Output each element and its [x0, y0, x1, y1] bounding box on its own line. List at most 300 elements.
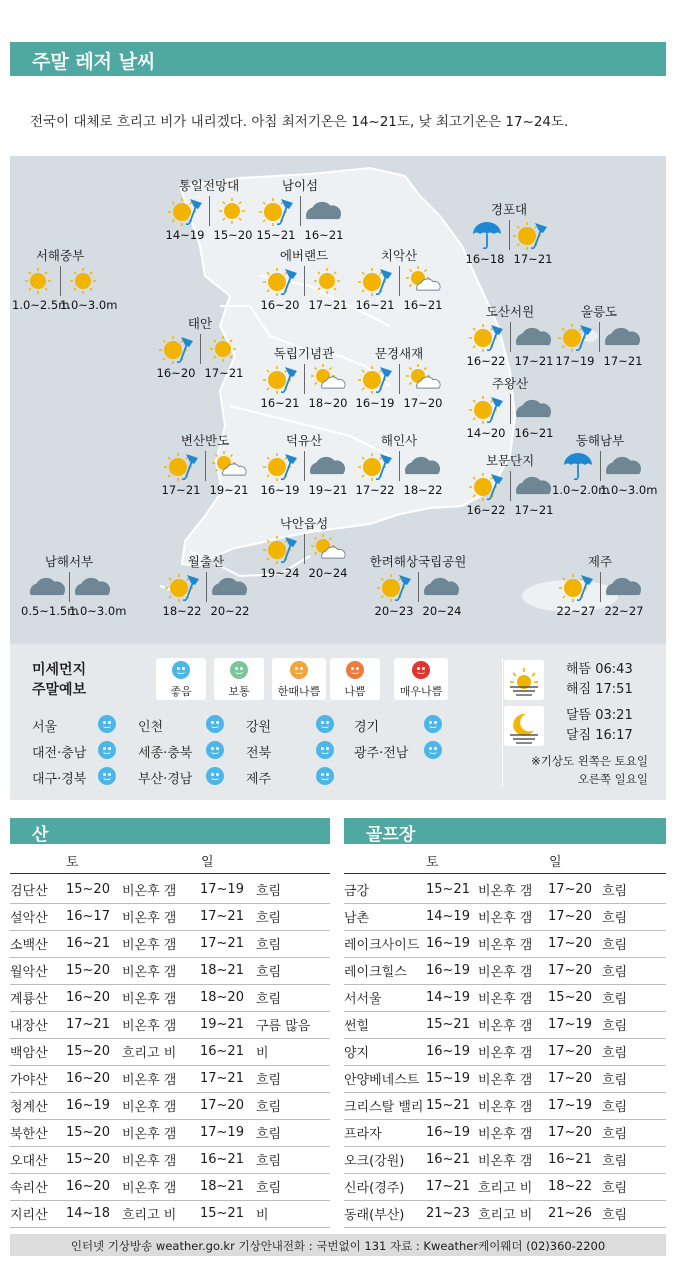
golf-section-title: 골프장	[344, 818, 666, 844]
saturday-temp: 17~21	[426, 1173, 478, 1200]
sunday-temp: 17~20	[548, 930, 602, 957]
location-name: 변산반도	[180, 433, 230, 448]
saturday-weather: 비온후 갬	[478, 903, 548, 930]
sunday-temp: 15~20	[548, 984, 602, 1011]
map-location	[155, 431, 255, 497]
sunday-weather: 흐림	[602, 1011, 666, 1038]
saturday-weather: 비온후 갬	[478, 1146, 548, 1173]
location-name: 문경새재	[374, 346, 424, 361]
sunday-value: 20~22	[210, 604, 250, 618]
saturday-value: 22~27	[556, 604, 596, 618]
table-row	[10, 984, 330, 1011]
sunday-temp: 16~21	[548, 1146, 602, 1173]
moon-horizon-icon	[504, 706, 544, 746]
saturday-weather: 비온후 갬	[122, 1173, 200, 1200]
saturday-weather: 비온후 갬	[478, 957, 548, 984]
moonset-time: 달짐 16:17	[566, 728, 633, 743]
location-name: 태안	[187, 316, 213, 331]
sunday-weather: 비	[256, 1038, 330, 1065]
table-row	[344, 957, 666, 984]
place-name: 안양베네스트	[344, 1065, 426, 1092]
map-location	[460, 451, 560, 517]
location-name: 도산서원	[485, 304, 535, 319]
cloud-icon	[604, 571, 642, 603]
weather-map	[10, 156, 666, 644]
dust-level-face-icon	[206, 715, 224, 737]
table-row	[344, 984, 666, 1011]
divider	[510, 471, 511, 501]
sun-cloud-icon	[308, 533, 346, 565]
sun-rain-icon	[469, 470, 507, 502]
sunday-value: 18~20	[308, 396, 348, 410]
sunday-weather: 흐림	[602, 903, 666, 930]
map-location	[254, 246, 354, 312]
place-name: 청계산	[10, 1092, 66, 1119]
divider	[60, 266, 61, 296]
divider	[69, 572, 70, 602]
table-row	[344, 903, 666, 930]
sun-rain-icon	[358, 450, 396, 482]
sunday-weather: 흐림	[256, 1173, 330, 1200]
sunday-temp: 17~21	[200, 903, 256, 930]
sunday-weather: 흐림	[602, 1173, 666, 1200]
saturday-value: 16~18	[465, 252, 505, 266]
dust-region-name: 제주	[246, 772, 272, 787]
saturday-weather: 비온후 갬	[478, 1011, 548, 1038]
sunday-weather: 흐림	[602, 930, 666, 957]
map-location	[254, 344, 354, 410]
dust-legend-label: 나쁨	[344, 685, 366, 698]
sunday-weather: 흐림	[256, 984, 330, 1011]
place-name: 양지	[344, 1038, 426, 1065]
dust-region-name: 서울	[32, 720, 58, 735]
sun-cloud-icon	[209, 450, 247, 482]
divider	[509, 220, 510, 250]
dust-region-name: 부산·경남	[138, 772, 193, 787]
sunday-weather: 흐림	[256, 876, 330, 903]
sunday-value: 17~21	[204, 366, 244, 380]
sunday-weather: 흐림	[256, 903, 330, 930]
sunday-temp: 17~21	[200, 1065, 256, 1092]
saturday-weather: 흐리고 비	[122, 1200, 200, 1227]
table-row	[10, 1011, 330, 1038]
map-location	[460, 302, 560, 368]
sunrise-time: 해뜸 06:43	[566, 662, 633, 677]
place-name: 검단산	[10, 876, 66, 903]
sunday-value: 22~27	[604, 604, 644, 618]
sunday-weather: 흐림	[256, 957, 330, 984]
sunday-weather: 흐림	[602, 984, 666, 1011]
saturday-weather: 흐리고 비	[478, 1173, 548, 1200]
table-row	[10, 1092, 330, 1119]
divider	[399, 266, 400, 296]
divider	[304, 534, 305, 564]
saturday-value: 16~20	[156, 366, 196, 380]
sunday-temp: 17~20	[548, 903, 602, 930]
saturday-weather: 비온후 갬	[122, 984, 200, 1011]
dust-region-name: 강원	[246, 720, 272, 735]
saturday-temp: 16~19	[426, 930, 478, 957]
saturday-weather: 비온후 갬	[122, 1065, 200, 1092]
cloud-icon	[604, 450, 642, 482]
map-note-line1: ※기상도 왼쪽은 토요일	[531, 754, 648, 768]
location-name: 주왕산	[491, 376, 529, 391]
table-row	[10, 1065, 330, 1092]
location-name: 남해서부	[44, 554, 94, 569]
sunday-temp: 17~20	[548, 1119, 602, 1146]
dust-legend-label: 매우나쁨	[399, 685, 443, 698]
dust-region-name: 대전·충남	[32, 746, 87, 761]
dust-region-name: 경기	[354, 720, 380, 735]
umbrella-icon	[468, 219, 506, 251]
location-name: 통일전망대	[178, 178, 240, 193]
sunday-temp: 17~19	[548, 1092, 602, 1119]
map-location	[159, 176, 259, 242]
sun-rain-icon	[259, 195, 297, 227]
place-name: 신라(경주)	[344, 1173, 426, 1200]
sunday-temp: 17~20	[548, 876, 602, 903]
dust-title-line1: 미세먼지	[32, 662, 87, 678]
divider	[205, 451, 206, 481]
sunday-value: 20~24	[422, 604, 462, 618]
saturday-value: 16~21	[260, 396, 300, 410]
table-row	[344, 1119, 666, 1146]
table-row	[344, 1011, 666, 1038]
sunday-temp: 17~20	[200, 1092, 256, 1119]
saturday-temp: 16~21	[66, 930, 122, 957]
dust-level-face-icon	[98, 715, 116, 737]
location-name: 월출산	[187, 554, 225, 569]
map-location	[349, 344, 449, 410]
place-name: 가야산	[10, 1065, 66, 1092]
saturday-weather: 비온후 갬	[122, 957, 200, 984]
sun-rain-icon	[358, 265, 396, 297]
golf-forecast-table	[344, 876, 666, 1228]
dust-legend-item	[330, 658, 380, 700]
cloud-icon	[403, 450, 441, 482]
sunday-value: 18~22	[403, 483, 443, 497]
divider	[304, 266, 305, 296]
divider	[399, 364, 400, 394]
dust-legend-item	[272, 658, 326, 700]
saturday-temp: 14~19	[426, 903, 478, 930]
place-name: 오크(강원)	[344, 1146, 426, 1173]
location-name: 독립기념관	[273, 346, 335, 361]
table-row	[344, 1146, 666, 1173]
sunday-weather: 흐림	[602, 1200, 666, 1227]
saturday-weather: 비온후 갬	[122, 1092, 200, 1119]
golf-header-rule	[344, 873, 666, 874]
place-name: 썬힐	[344, 1011, 426, 1038]
map-note-line2: 오른쪽 일요일	[577, 772, 648, 786]
table-row	[344, 1038, 666, 1065]
sun-rain-icon	[263, 363, 301, 395]
place-name: 내장산	[10, 1011, 66, 1038]
map-location	[349, 246, 449, 312]
cloud-icon	[210, 571, 248, 603]
sunday-weather: 흐림	[256, 1119, 330, 1146]
saturday-value: 14~19	[165, 228, 205, 242]
sun-rain-icon	[469, 393, 507, 425]
saturday-weather: 비온후 갬	[478, 876, 548, 903]
saturday-temp: 17~21	[66, 1011, 122, 1038]
saturday-value: 20~23	[374, 604, 414, 618]
cloud-icon	[308, 450, 346, 482]
saturday-temp: 15~20	[66, 1038, 122, 1065]
saturday-weather: 비온후 갬	[478, 1119, 548, 1146]
table-row	[10, 1119, 330, 1146]
map-location	[254, 431, 354, 497]
saturday-value: 16~19	[260, 483, 300, 497]
place-name: 금강	[344, 876, 426, 903]
table-row	[10, 1200, 330, 1227]
place-name: 백암산	[10, 1038, 66, 1065]
sunday-temp: 16~21	[200, 1038, 256, 1065]
sunday-value: 16~21	[403, 298, 443, 312]
sunday-value: 17~21	[308, 298, 348, 312]
sunday-temp: 17~20	[548, 1065, 602, 1092]
map-location	[254, 514, 354, 580]
saturday-temp: 16~19	[426, 1119, 478, 1146]
place-name: 지리산	[10, 1200, 66, 1227]
sun-cloud-icon	[403, 265, 441, 297]
divider	[418, 572, 419, 602]
table-row	[344, 1173, 666, 1200]
map-location	[156, 552, 256, 618]
saturday-weather: 비온후 갬	[122, 1119, 200, 1146]
sunday-weather: 흐림	[602, 957, 666, 984]
table-row	[344, 1065, 666, 1092]
sun-rain-icon	[168, 195, 206, 227]
sunday-temp: 17~21	[200, 930, 256, 957]
saturday-temp: 16~19	[66, 1092, 122, 1119]
location-name: 낙안읍성	[279, 516, 329, 531]
place-name: 월악산	[10, 957, 66, 984]
divider	[209, 196, 210, 226]
sunday-value: 17~21	[514, 503, 554, 517]
saturday-value: 16~20	[260, 298, 300, 312]
saturday-value: 19~24	[260, 566, 300, 580]
saturday-temp: 15~20	[66, 957, 122, 984]
map-location	[250, 176, 350, 242]
place-name: 레이크힐스	[344, 957, 426, 984]
sunday-temp: 18~22	[548, 1173, 602, 1200]
dust-title-line2: 주말예보	[32, 682, 87, 698]
dust-region-name: 세종·충북	[138, 746, 193, 761]
location-name: 덕유산	[285, 433, 323, 448]
map-location	[349, 431, 449, 497]
sunday-value: 16~21	[304, 228, 344, 242]
place-name: 남촌	[344, 903, 426, 930]
sunday-temp: 17~19	[200, 1119, 256, 1146]
divider	[599, 322, 600, 352]
dust-legend-item	[156, 658, 206, 700]
saturday-temp: 15~20	[66, 1119, 122, 1146]
golf-sat-header: 토	[426, 855, 439, 870]
sunday-value: 16~21	[514, 426, 554, 440]
sunday-weather: 흐림	[602, 876, 666, 903]
sun-rain-icon	[358, 363, 396, 395]
sunday-weather: 흐림	[256, 1065, 330, 1092]
place-name: 속리산	[10, 1173, 66, 1200]
sunday-weather: 흐림	[256, 1146, 330, 1173]
divider	[300, 196, 301, 226]
saturday-temp: 15~20	[66, 876, 122, 903]
map-note	[531, 752, 648, 788]
cloud-icon	[514, 321, 552, 353]
location-name: 서해중부	[35, 248, 85, 263]
divider	[600, 451, 601, 481]
sunday-temp: 17~20	[548, 1038, 602, 1065]
cloud-icon	[422, 571, 460, 603]
saturday-temp: 15~19	[426, 1065, 478, 1092]
face-icon	[214, 658, 264, 683]
map-location	[10, 246, 118, 312]
location-name: 남이섬	[281, 178, 319, 193]
sunday-value: 17~21	[514, 354, 554, 368]
dust-region-name: 전북	[246, 746, 272, 761]
face-icon	[272, 658, 326, 683]
table-row	[344, 930, 666, 957]
table-row	[10, 930, 330, 957]
location-name: 경포대	[490, 202, 528, 217]
location-name: 제주	[587, 554, 613, 569]
saturday-value: 16~21	[355, 298, 395, 312]
dust-level-face-icon	[98, 767, 116, 789]
saturday-value: 0.5~1.5m	[21, 604, 79, 618]
place-name: 크리스탈 밸리	[344, 1092, 426, 1119]
dust-level-face-icon	[424, 715, 442, 737]
saturday-weather: 비온후 갬	[122, 930, 200, 957]
divider	[502, 658, 503, 786]
sun-rain-icon	[159, 333, 197, 365]
sun-rain-icon	[469, 321, 507, 353]
dust-legend-label: 한때나쁨	[277, 685, 321, 698]
dust-level-face-icon	[206, 741, 224, 763]
divider	[304, 451, 305, 481]
divider	[510, 322, 511, 352]
place-name: 설악산	[10, 903, 66, 930]
sunday-temp: 21~26	[548, 1200, 602, 1227]
saturday-value: 16~22	[466, 503, 506, 517]
fine-dust-panel	[10, 644, 666, 800]
map-location	[459, 200, 559, 266]
saturday-temp: 15~20	[66, 1146, 122, 1173]
map-location	[368, 552, 468, 618]
divider	[510, 394, 511, 424]
sunday-temp: 18~21	[200, 957, 256, 984]
sunday-value: 17~21	[603, 354, 643, 368]
saturday-weather: 비온후 갬	[478, 984, 548, 1011]
saturday-temp: 15~21	[426, 1092, 478, 1119]
cloud-icon	[514, 470, 552, 502]
sunday-weather: 구름 많음	[256, 1011, 330, 1038]
sun-rain-icon	[263, 533, 301, 565]
location-name: 해인사	[380, 433, 418, 448]
sun-icon	[64, 265, 102, 297]
table-row	[10, 957, 330, 984]
saturday-value: 17~19	[555, 354, 595, 368]
sunday-temp: 17~19	[548, 1011, 602, 1038]
sunday-temp: 19~21	[200, 1011, 256, 1038]
sunday-value: 20~24	[308, 566, 348, 580]
map-location	[460, 374, 560, 440]
location-name: 울릉도	[580, 304, 618, 319]
saturday-weather: 비온후 갬	[122, 1011, 200, 1038]
saturday-temp: 15~21	[426, 876, 478, 903]
footer-credit: 인터넷 기상방송 weather.go.kr 기상안내전화 : 국번없이 131 자료 : Kweather케이웨더 (02)360-2200	[10, 1234, 666, 1256]
saturday-temp: 16~17	[66, 903, 122, 930]
table-row	[10, 1173, 330, 1200]
place-name: 서서울	[344, 984, 426, 1011]
saturday-weather: 비온후 갬	[478, 930, 548, 957]
sun-rain-icon	[559, 571, 597, 603]
saturday-value: 16~19	[355, 396, 395, 410]
divider	[206, 572, 207, 602]
table-row	[10, 876, 330, 903]
divider	[200, 334, 201, 364]
dust-legend-label: 좋음	[170, 685, 192, 698]
place-name: 동래(부산)	[344, 1200, 426, 1227]
sunday-temp: 17~20	[548, 957, 602, 984]
dust-title	[32, 660, 86, 700]
sunset-time: 해짐 17:51	[566, 682, 633, 697]
sunday-value: 1.0~3.0m	[60, 298, 118, 312]
sun-rain-icon	[558, 321, 596, 353]
sun-horizon-icon	[504, 660, 544, 700]
divider	[399, 451, 400, 481]
location-name: 동해남부	[575, 433, 625, 448]
sunday-weather: 흐림	[602, 1065, 666, 1092]
sunday-value: 19~21	[308, 483, 348, 497]
dust-legend-label: 보통	[228, 685, 250, 698]
saturday-weather: 비온후 갬	[478, 1092, 548, 1119]
cloud-icon	[514, 393, 552, 425]
sunday-value: 15~20	[213, 228, 253, 242]
sun-icon	[213, 195, 251, 227]
saturday-weather: 비온후 갬	[478, 1065, 548, 1092]
sun-cloud-icon	[308, 363, 346, 395]
place-name: 북한산	[10, 1119, 66, 1146]
location-name: 치악산	[380, 248, 418, 263]
face-icon	[330, 658, 380, 683]
saturday-temp: 16~20	[66, 1173, 122, 1200]
saturday-temp: 16~19	[426, 1038, 478, 1065]
dust-region-name: 인천	[138, 720, 164, 735]
sun-cloud-icon	[403, 363, 441, 395]
place-name: 레이크사이드	[344, 930, 426, 957]
saturday-value: 1.0~2.5m	[12, 298, 70, 312]
dust-level-face-icon	[316, 715, 334, 737]
saturday-temp: 15~21	[426, 1011, 478, 1038]
place-name: 오대산	[10, 1146, 66, 1173]
saturday-weather: 흐리고 비	[478, 1200, 548, 1227]
location-name: 보문단지	[485, 453, 535, 468]
mountain-sun-header: 일	[201, 855, 214, 870]
place-name: 프라자	[344, 1119, 426, 1146]
sunday-value: 1.0~3.0m	[69, 604, 127, 618]
face-icon	[394, 658, 448, 683]
map-location	[550, 552, 650, 618]
cloud-icon	[304, 195, 342, 227]
table-row	[344, 1200, 666, 1227]
map-location	[549, 302, 649, 368]
dust-level-face-icon	[98, 741, 116, 763]
saturday-temp: 14~19	[426, 984, 478, 1011]
table-row	[344, 876, 666, 903]
moonrise-time: 달뜸 03:21	[566, 708, 633, 723]
dust-level-face-icon	[316, 741, 334, 763]
